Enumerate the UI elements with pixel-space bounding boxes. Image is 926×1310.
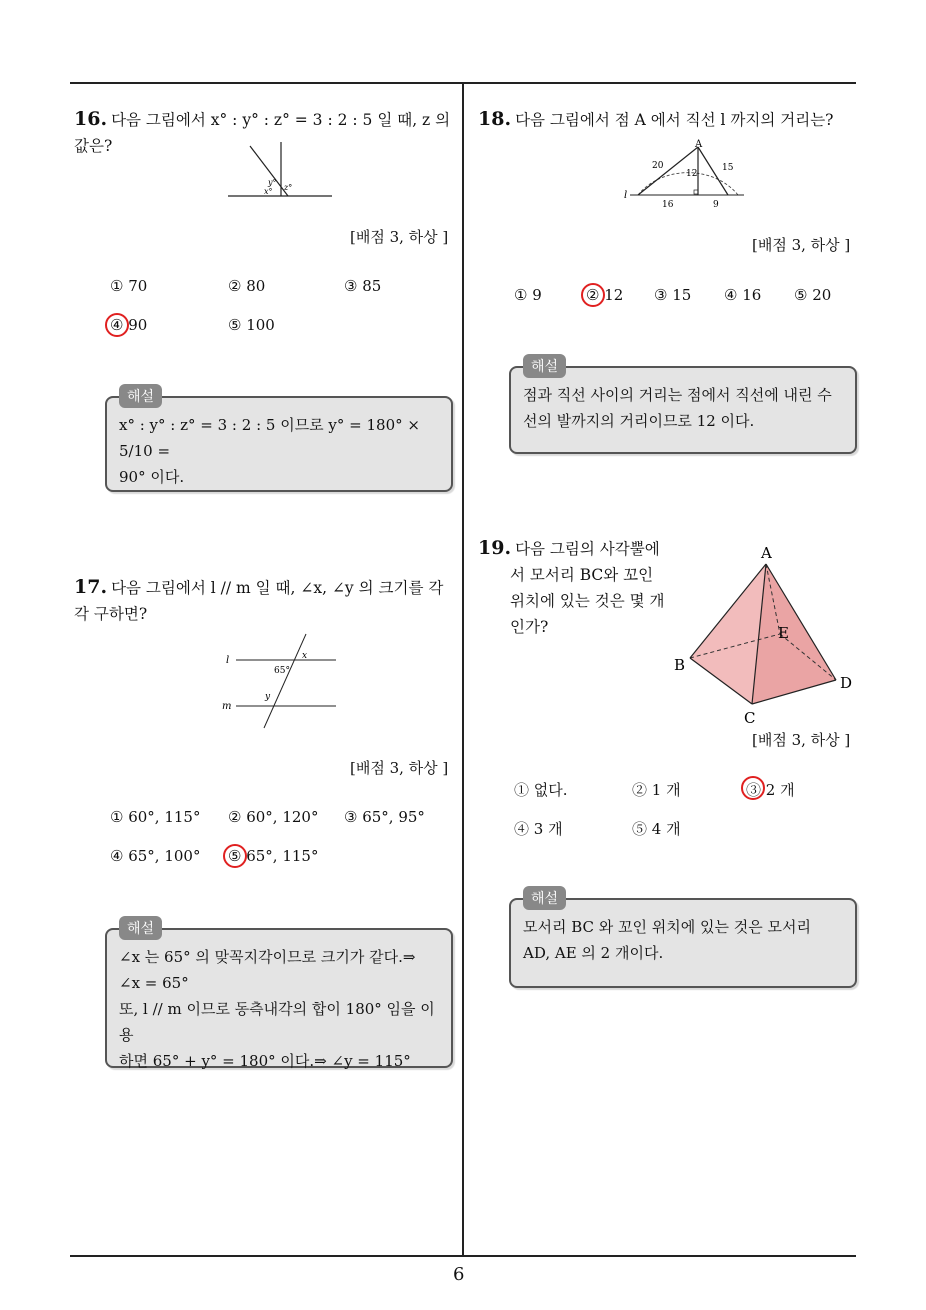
q18-number: 18. — [478, 108, 512, 130]
q19-question — [478, 535, 678, 640]
q17-explanation-line-1: ∠x 는 65° 의 맞꼭지각이므로 크기가 같다.⇒ — [119, 948, 416, 966]
q18-fig-20: 20 — [652, 161, 664, 171]
q19-choice-4[interactable]: ④ 3 개 — [514, 820, 563, 838]
q18-explanation-line-2: 선의 발까지의 거리이므로 12 이다. — [523, 412, 755, 430]
q19-choice-2[interactable]: ② 1 개 — [632, 781, 681, 799]
q16-fig-z: z° — [284, 183, 293, 192]
q18-question — [478, 106, 862, 133]
q18-choice-2[interactable]: ② 12 — [586, 286, 624, 304]
q16-choice-4[interactable]: ④ 90 — [110, 316, 148, 334]
q19-choice-5[interactable]: ⑤ 4 개 — [632, 820, 681, 838]
q16-choice-3[interactable]: ③ 85 — [344, 277, 382, 295]
q17-explanation-line-2: ∠x = 65° — [119, 974, 189, 992]
q19-text-line-1: 다음 그림의 사각뿔에 — [515, 540, 660, 558]
q17-number: 17. — [74, 576, 108, 598]
q17-figure — [222, 632, 340, 732]
q18-choice-1[interactable]: ① 9 — [514, 286, 542, 304]
q19-fig-E: E — [778, 624, 789, 642]
q17-explanation-line-4: 하면 65° + y° = 180° 이다.⇒ ∠y = 115° — [119, 1052, 411, 1070]
q19-fig-C: C — [744, 709, 756, 727]
q19-explanation-line-1: 모서리 BC 와 꼬인 위치에 있는 것은 모서리 — [523, 918, 811, 936]
bottom-rule — [70, 1255, 856, 1257]
q18-fig-15: 15 — [722, 163, 734, 173]
q17-fig-x: x — [302, 651, 308, 661]
q19-pyramid-figure — [670, 540, 860, 728]
q19-tag: 해설 — [523, 886, 566, 910]
q17-question — [74, 574, 458, 627]
q19-fig-D: D — [840, 674, 853, 692]
q19-fig-A: A — [761, 544, 772, 562]
q19-text-line-3: 위치에 있는 것은 몇 개 — [510, 592, 665, 610]
q18-text: 다음 그림에서 점 A 에서 직선 l 까지의 거리는? — [515, 111, 834, 129]
q19-fig-B: B — [674, 656, 686, 674]
q16-number: 16. — [74, 108, 108, 130]
q18-answer-mark — [581, 283, 605, 307]
q19-text-line-4: 인가? — [510, 618, 549, 636]
q16-choice-2[interactable]: ② 80 — [228, 277, 266, 295]
q19-explanation-line-2: AD, AE 의 2 개이다. — [523, 944, 664, 962]
q19-number: 19. — [478, 537, 512, 559]
q17-fig-m: m — [222, 701, 232, 712]
q18-explanation-line-1: 점과 직선 사이의 거리는 점에서 직선에 내린 수 — [523, 386, 832, 404]
q18-choice-5[interactable]: ⑤ 20 — [794, 286, 832, 304]
q16-choice-5[interactable]: ⑤ 100 — [228, 316, 275, 334]
q19-choice-3[interactable]: ③ 2 개 — [746, 781, 795, 799]
q17-answer-mark — [223, 844, 247, 868]
q17-choice-4[interactable]: ④ 65°, 100° — [110, 847, 201, 865]
q17-choice-3[interactable]: ③ 65°, 95° — [344, 808, 425, 826]
q17-tag: 해설 — [119, 916, 162, 940]
q16-explanation-line-1: x° : y° : z° = 3 : 2 : 5 이므로 y° = 180° × 5/10 = — [119, 416, 420, 460]
q16-fig-x: x° — [264, 187, 273, 196]
page-number: 6 — [453, 1264, 465, 1285]
q17-choice-2[interactable]: ② 60°, 120° — [228, 808, 319, 826]
q19-grade: [배점 3, 하상 ] — [752, 731, 851, 749]
q17-explanation-line-3: 또, l // m 이므로 동측내각의 합이 180° 임을 이용 — [119, 1000, 435, 1044]
q19-text-line-2: 서 모서리 BC와 꼬인 — [510, 566, 654, 584]
q18-tag: 해설 — [523, 354, 566, 378]
q17-grade: [배점 3, 하상 ] — [350, 759, 449, 777]
q16-figure — [226, 140, 336, 202]
q17-fig-y: y — [265, 692, 271, 702]
column-divider — [462, 82, 464, 1256]
q18-fig-12: 12 — [686, 169, 698, 179]
q16-text: 다음 그림에서 x° : y° : z° = 3 : 2 : 5 일 때, z 의 값은? — [74, 111, 451, 155]
q18-explanation-box — [509, 366, 857, 454]
q19-choice-1[interactable]: ① 없다. — [514, 781, 568, 799]
q18-fig-9: 9 — [713, 200, 719, 210]
q16-fig-y: y° — [268, 178, 277, 187]
q17-fig-l: l — [226, 655, 230, 666]
q18-fig-A: A — [695, 139, 703, 150]
q16-grade: [배점 3, 하상 ] — [350, 228, 449, 246]
q18-choice-3[interactable]: ③ 15 — [654, 286, 692, 304]
q17-explanation-box — [105, 928, 453, 1068]
q18-choice-4[interactable]: ④ 16 — [724, 286, 762, 304]
q16-tag: 해설 — [119, 384, 162, 408]
q17-choice-1[interactable]: ① 60°, 115° — [110, 808, 201, 826]
q16-explanation-box — [105, 396, 453, 492]
q17-text: 다음 그림에서 l // m 일 때, ∠x, ∠y 의 크기를 각각 구하면? — [74, 579, 444, 623]
q19-answer-mark — [741, 776, 765, 800]
q18-grade: [배점 3, 하상 ] — [752, 236, 851, 254]
q18-fig-l: l — [624, 190, 628, 201]
q17-choice-5[interactable]: ⑤ 65°, 115° — [228, 847, 319, 865]
q19-explanation-box — [509, 898, 857, 988]
q17-fig-angle: 65° — [274, 666, 290, 676]
q16-answer-mark — [105, 313, 129, 337]
q18-fig-16: 16 — [662, 200, 674, 210]
q16-explanation-line-2: 90° 이다. — [119, 468, 185, 486]
q18-figure — [622, 138, 746, 210]
q16-choice-1[interactable]: ① 70 — [110, 277, 148, 295]
